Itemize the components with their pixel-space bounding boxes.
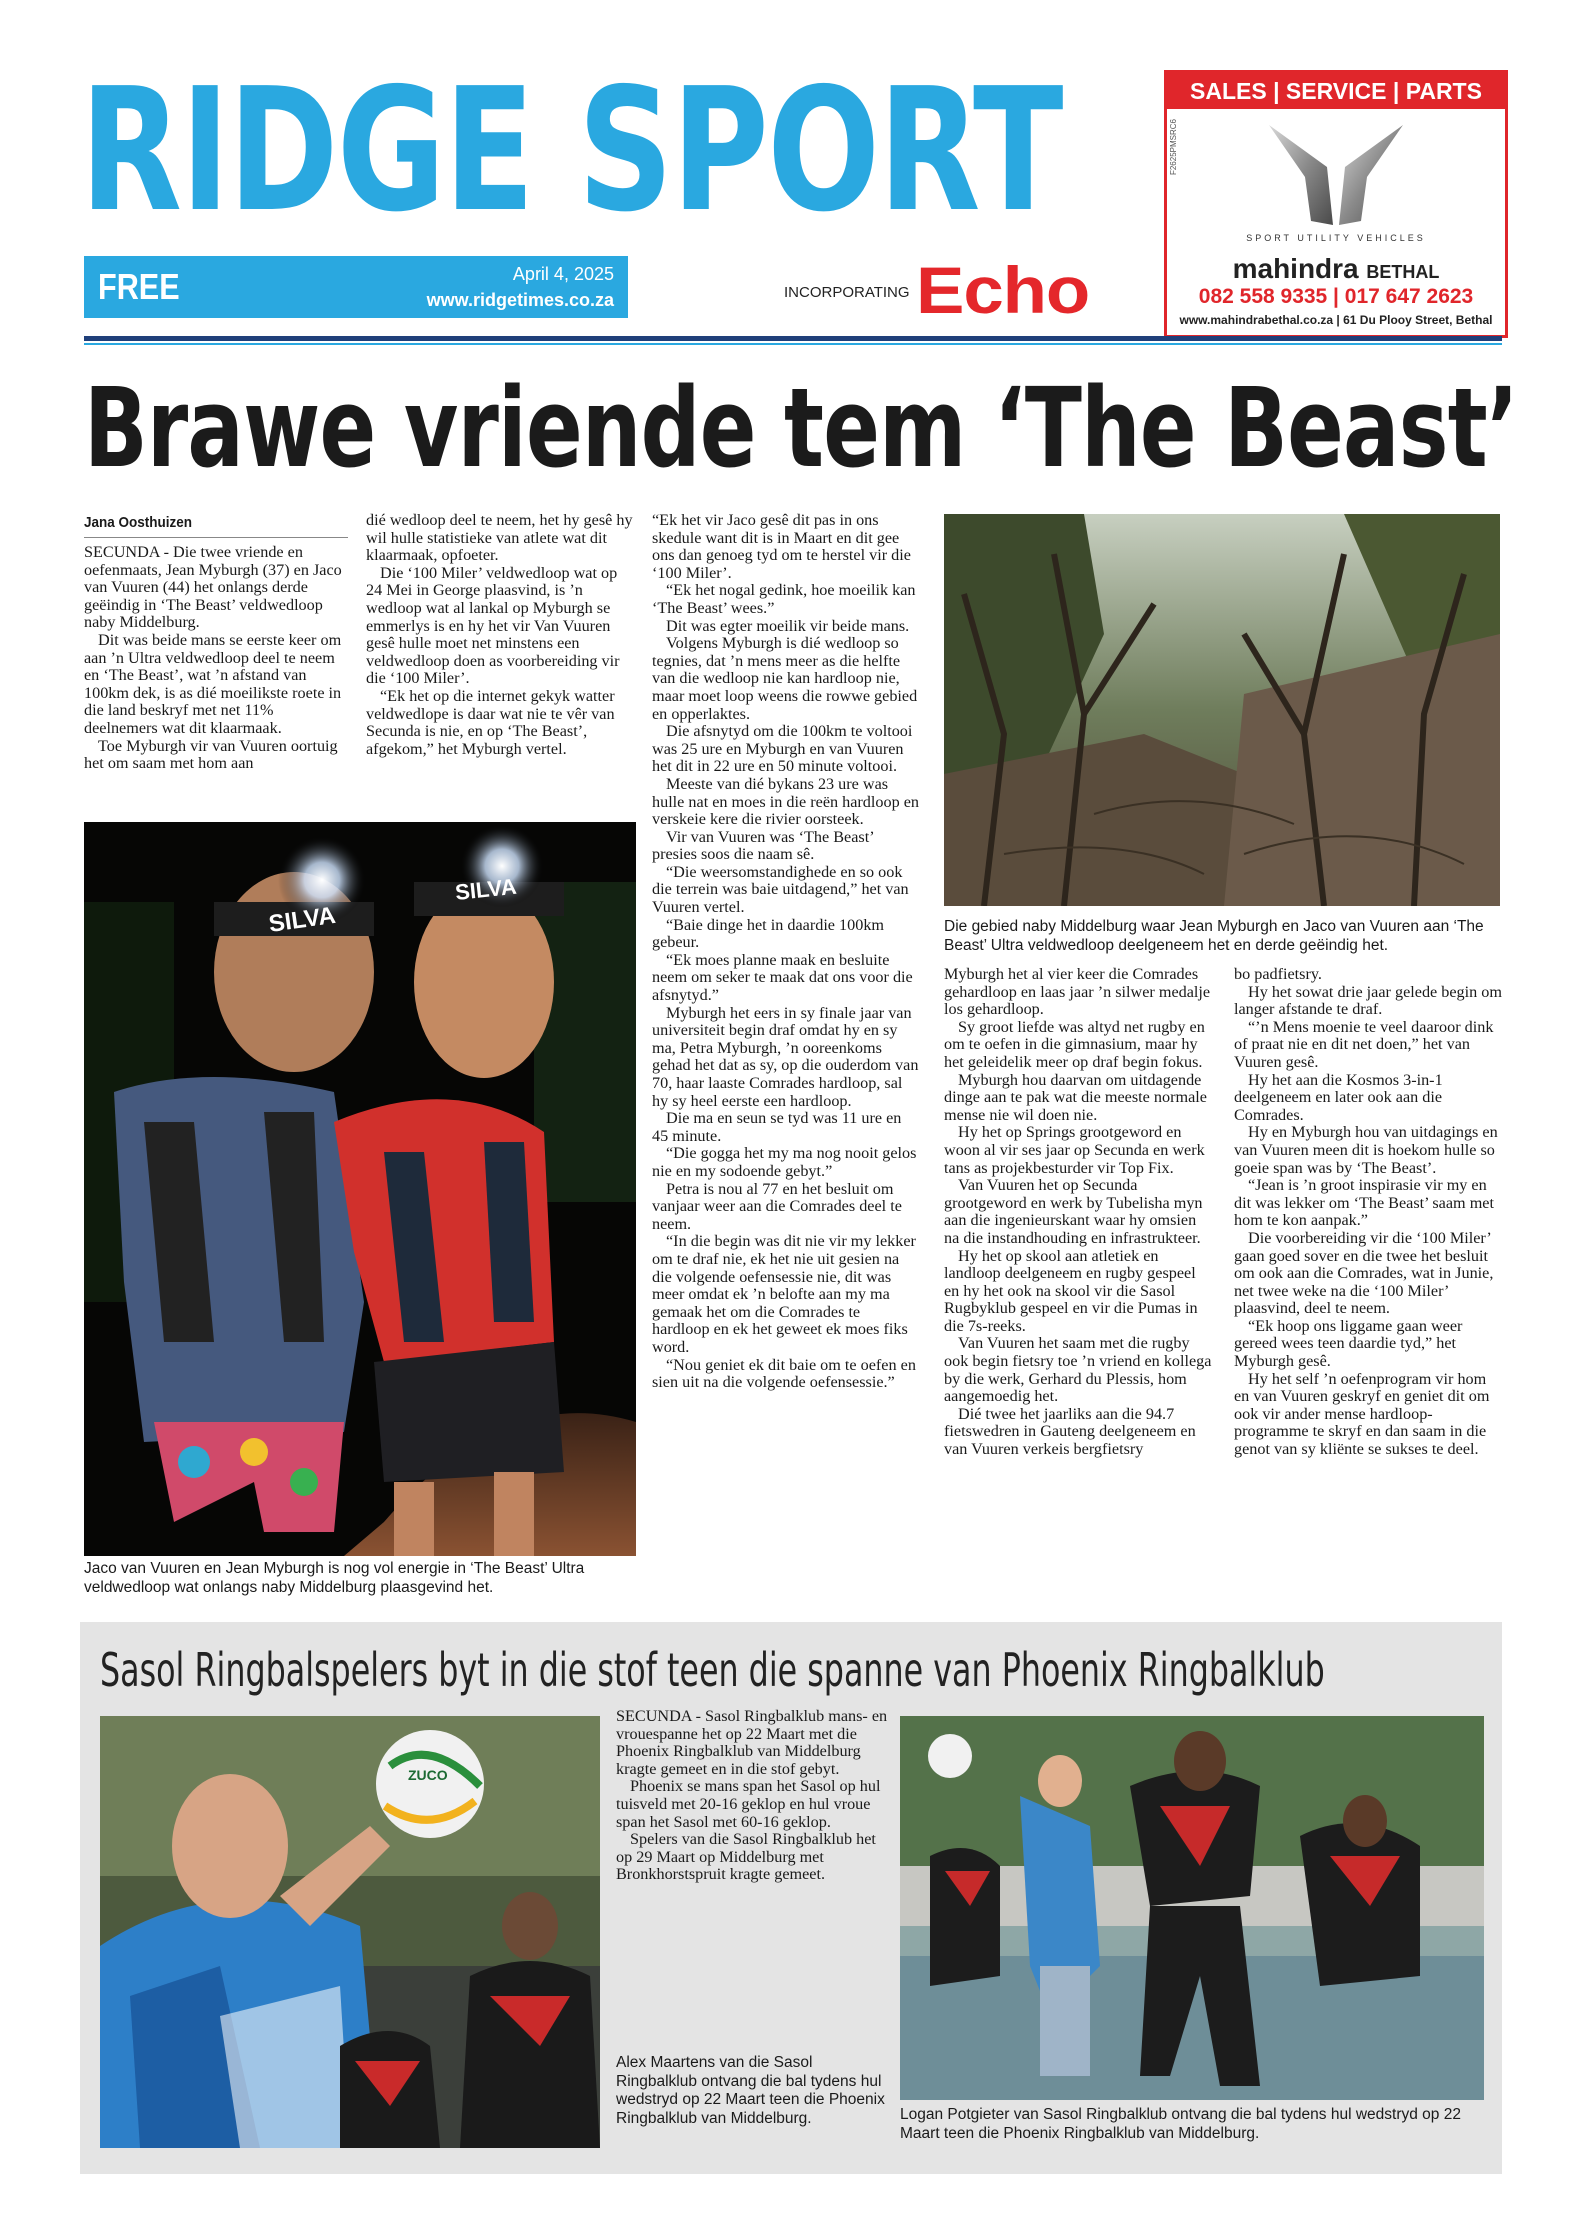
netball-photo-right: [900, 1716, 1484, 2100]
paragraph: Myburgh het al vier keer die Comrades gehardloop en laas jaar ’n silwer medalje los gehardloop.: [944, 965, 1211, 1019]
incorporating-label: INCORPORATING: [784, 284, 910, 301]
article-col-2: [366, 512, 634, 758]
echo-logo: Echo: [916, 253, 1090, 327]
ad-phones: 082 558 9335 | 017 647 2623: [1198, 285, 1474, 308]
mahindra-advert[interactable]: [1164, 70, 1508, 338]
masthead-title: RIDGE SPORT: [80, 52, 1062, 250]
main-headline: Brawe vriende tem ‘The Beast’: [84, 364, 1518, 492]
paragraph: bo padfietsry.: [1234, 965, 1322, 983]
masthead-rule: [84, 336, 1502, 341]
paragraph: SECUNDA - Die twee vriende en oefenmaats, Jean Myburgh (37) en Jaco van Vuuren (44) het onlangs derde geëindig in ‘The Beast’ veldwedloop naby Middelburg.: [84, 543, 342, 632]
paragraph: “Ek het vir Jaco gesê dit pas in ons skedule want dit is in Maart en dit gee ons dan genoeg tyd om te herstel vir die ‘100 Miler’.: [652, 511, 911, 582]
ad-brand-name: mahindra: [1232, 253, 1359, 284]
netball-photo-left: [100, 1716, 600, 2148]
caption-runners: Jaco van Vuuren en Jean Myburgh is nog vol energie in ‘The Beast’ Ultra veldwedloop wat onlangs naby Middelburg plaasgevind het.: [84, 1560, 585, 1596]
paragraph: Dié twee het jaarliks aan die 94.7 fietswedren in Gauteng deelgeneem en van Vuuren verkeis bergfietsry: [944, 1404, 1196, 1459]
paragraph: Petra is nou al 77 en het besluit om vanjaar weer aan die Comrades deel te neem.: [652, 1179, 902, 1233]
paragraph: Myburgh het eers in sy finale jaar van universiteit begin draf omdat hy en sy ma, Petra Myburgh, ’n ooreenkoms gehad het dat as sy, op die ouderdom van 70, haar laaste Comrades hardloop, sal hy sy heel eerste een hardloop.: [652, 1003, 919, 1110]
ad-tagline: SPORT UTILITY VEHICLES: [1246, 233, 1426, 243]
caption-forest: Die gebied naby Middelburg waar Jean Myburgh en Jaco van Vuuren aan ‘The Beast’ Ultra veldwedloop deelgeneem het en derde geëindig het.: [944, 918, 1484, 954]
runners-photo-image: [84, 822, 636, 1556]
ad-banner: SALES | SERVICE | PARTS: [1167, 73, 1505, 109]
paragraph: “Die gogga het my ma nog nooit gelos nie en my sodoende gebyt.”: [652, 1144, 917, 1180]
paragraph: Hy het self ’n oefenprogram vir hom en van Vuuren geskryf en geniet dit om ook vir ander mense hardloop-programme te skryf en dan saam in die genot van sy kliënte se sukses te deel.: [1234, 1369, 1490, 1459]
paragraph: Hy het op skool aan atletiek en landloop deelgeneem en rugby gespeel en hy het ook na skool vir die Sasol Rugbyklub gespeel en vir die Pumas in die 7s-reeks.: [944, 1246, 1198, 1335]
runners-photo: [84, 822, 636, 1556]
headband-text: SILVA: [453, 873, 518, 905]
feature-body: [616, 1708, 888, 1884]
netball-photo-right-image: [900, 1716, 1484, 2100]
paragraph: Die voorbereiding vir die ‘100 Miler’ gaan goed sover en die twee het besluit om ook aan die Comrades, wat in Junie, net twee weke na die ‘100 Miler’ plaasvind, deel te neem.: [1234, 1228, 1494, 1318]
feature-headline: Sasol Ringbalspelers byt in die stof teen die spanne van Phoenix Ringbalklub: [100, 1643, 1325, 1697]
paragraph: “Die weersomstandighede en so ook die terrein was baie uitdagend,” het van Vuuren vertel.: [652, 862, 909, 917]
forest-photo-image: [944, 514, 1500, 906]
article-col-3: [652, 512, 920, 1392]
paragraph: “Ek moes planne maak en besluite neem om seker te maak dat ons voor die afsnytyd.”: [652, 950, 913, 1005]
article-col-5: [1234, 966, 1502, 1459]
paragraph: “Nou geniet ek dit baie om te oefen en sien uit na die volgende oefensessie.”: [652, 1355, 916, 1392]
ad-web-address: www.mahindrabethal.co.za | 61 Du Plooy Street, Bethal: [1179, 313, 1493, 327]
paragraph: Van Vuuren het saam met die rugby ook begin fietsry toe ’n vriend en kollega by die werk, Gerhard du Plessis, hom aangemoedig het.: [944, 1334, 1212, 1406]
mahindra-logo-icon: [1261, 117, 1411, 237]
netball-photo-left-image: [100, 1716, 600, 2148]
paragraph: Vir van Vuuren was ‘The Beast’ presies soos die naam sê.: [652, 827, 874, 864]
byline-rule: [84, 537, 348, 538]
ball-text: ZUCO: [408, 1767, 448, 1783]
paragraph: “Ek hoop ons liggame gaan weer gereed wees teen daardie tyd,” het Myburgh gesê.: [1234, 1316, 1463, 1371]
paragraph: “Ek het op die internet gekyk watter veldwedlope is daar wat nie te vêr van Secunda is nie, en op ‘The Beast’, afgekom,” het Myburgh vertel.: [366, 686, 615, 758]
paragraph: “’n Mens moenie te veel daaroor dink of praat nie en dit net doen,” het van Vuuren gesê.: [1234, 1017, 1494, 1071]
paragraph: dié wedloop deel te neem, het hy gesê hy wil hulle statistieke van atlete wat dit klaarmaak, opfoeter.: [366, 511, 633, 565]
paragraph: Hy en Myburgh hou van uitdagings en van Vuuren meen dit is hoekom hulle so goeie span was by ‘The Beast’.: [1234, 1123, 1498, 1177]
byline: Jana Oosthuizen: [84, 514, 193, 531]
paragraph: Van Vuuren het op Secunda grootgeword en werk by Tubelisha myn aan die ingenieurskant waar hy omsien na die instandhouding en infrastrukteer.: [944, 1176, 1203, 1247]
masthead-rule-thin: [84, 343, 1502, 345]
paragraph: Volgens Myburgh is dié wedloop so tegnies, dat ’n mens meer as die helfte van die wedloop nie kan hardloop nie, maar moet loop weens die rowwe gebied en opperlaktes.: [652, 634, 918, 723]
paragraph: Phoenix se mans span het Sasol op hul tuisveld met 20-16 geklop en hul vroue span het Sasol met 60-16 geklop.: [616, 1777, 881, 1831]
caption-netball-right: Logan Potgieter van Sasol Ringbalklub ontvang die bal tydens hul wedstryd op 22 Maart teen die Phoenix Ringbalklub van Middelburg.: [900, 2106, 1461, 2142]
paragraph: Meeste van dié bykans 23 ure was hulle nat en moes in die reën hardloop en verskeie kere die rivier oorsteek.: [652, 774, 920, 829]
paragraph: Dit was egter moeilik vir beide mans.: [666, 616, 910, 635]
paragraph: Hy het sowat drie jaar gelede begin om langer afstande te draf.: [1234, 982, 1502, 1019]
issue-date: April 4, 2025: [512, 264, 614, 284]
ad-location: BETHAL: [1366, 262, 1440, 282]
paragraph: Die ‘100 Miler’ veldwedloop wat op 24 Mei in George plaasvind, is ’n wedloop wat al lankal op Myburgh se emmerlys is en hy het vir Van Vuuren gesê hulle moet net minstens een veldwedloop doen as voorbereiding vir die ‘100 Miler’.: [366, 563, 620, 688]
free-bar: [84, 256, 628, 318]
forest-photo: [944, 514, 1500, 906]
ad-brand: [1167, 253, 1505, 285]
paragraph: Myburgh hou daarvan om uitdagende dinge aan te pak wat die meeste normale mense nie wil doen nie.: [944, 1070, 1207, 1124]
paragraph: “Baie dinge het in daardie 100km gebeur.: [652, 915, 885, 952]
free-label: FREE: [98, 266, 180, 307]
website-link[interactable]: www.ridgetimes.co.za: [426, 290, 614, 310]
paragraph: Hy het op Springs grootgeword en woon al vir ses jaar op Secunda en werk tans as projekbesturder vir Top Fix.: [944, 1123, 1205, 1177]
paragraph: “Ek het nogal gedink, hoe moeilik kan ‘The Beast’ wees.”: [652, 581, 916, 617]
headband-text: SILVA: [267, 901, 338, 938]
paragraph: Sy groot liefde was altyd net rugby en om te oefen in die gimnasium, maar hy het geleidelik meer op draf begin fokus.: [944, 1017, 1205, 1071]
article-col-1: [84, 544, 348, 773]
paragraph: Toe Myburgh vir van Vuuren oortuig het om saam met hom aan: [84, 736, 338, 773]
paragraph: “In die begin was dit nie vir my lekker om te draf nie, ek het nie uit gesien na die volgende oefensessie nie, dit was meer omdat ek ’n belofte aan my ma gemaak het om die Comrades te hardloop en ek het geweet ek moes fiks word.: [652, 1232, 916, 1356]
caption-netball-left: Alex Maartens van die Sasol Ringbalklub ontvang die bal tydens hul wedstryd op 22 Maart teen die Phoenix Ringbalklub van Middelburg.: [616, 2054, 885, 2127]
paragraph: Hy het aan die Kosmos 3-in-1 deelgeneem en later ook aan die Comrades.: [1234, 1070, 1443, 1124]
paragraph: Spelers van die Sasol Ringbalklub het op 29 Maart op Middelburg met Bronkhorstspruit kragte gemeet.: [616, 1830, 876, 1884]
paragraph: Dit was beide mans se eerste keer om aan ’n Ultra veldwedloop deel te neem en ‘The Beast’, wat ’n afstand van 100km dek, is as dié moeilikste roete in die land beskryf met net 11% deelnemers wat dit klaarmaak.: [84, 630, 342, 737]
ad-code: F2625PMSRC6: [1169, 119, 1178, 176]
paragraph: SECUNDA - Sasol Ringbalklub mans- en vrouespanne het op 22 Maart met die Phoenix Ringbalklub van Middelburg kragte gemeet en in die stof gebyt.: [616, 1707, 888, 1778]
paragraph: Die afsnytyd om die 100km te voltooi was 25 ure en Myburgh en van Vuuren het dit in 22 ure en 50 minute voltooi.: [652, 722, 913, 776]
article-col-4: [944, 966, 1212, 1459]
paragraph: Die ma en seun se tyd was 11 ure en 45 minute.: [652, 1109, 902, 1145]
paragraph: “Jean is ’n groot inspirasie vir my en dit was lekker om ‘The Beast’ saam met hom te kon aanpak.”: [1234, 1176, 1494, 1230]
